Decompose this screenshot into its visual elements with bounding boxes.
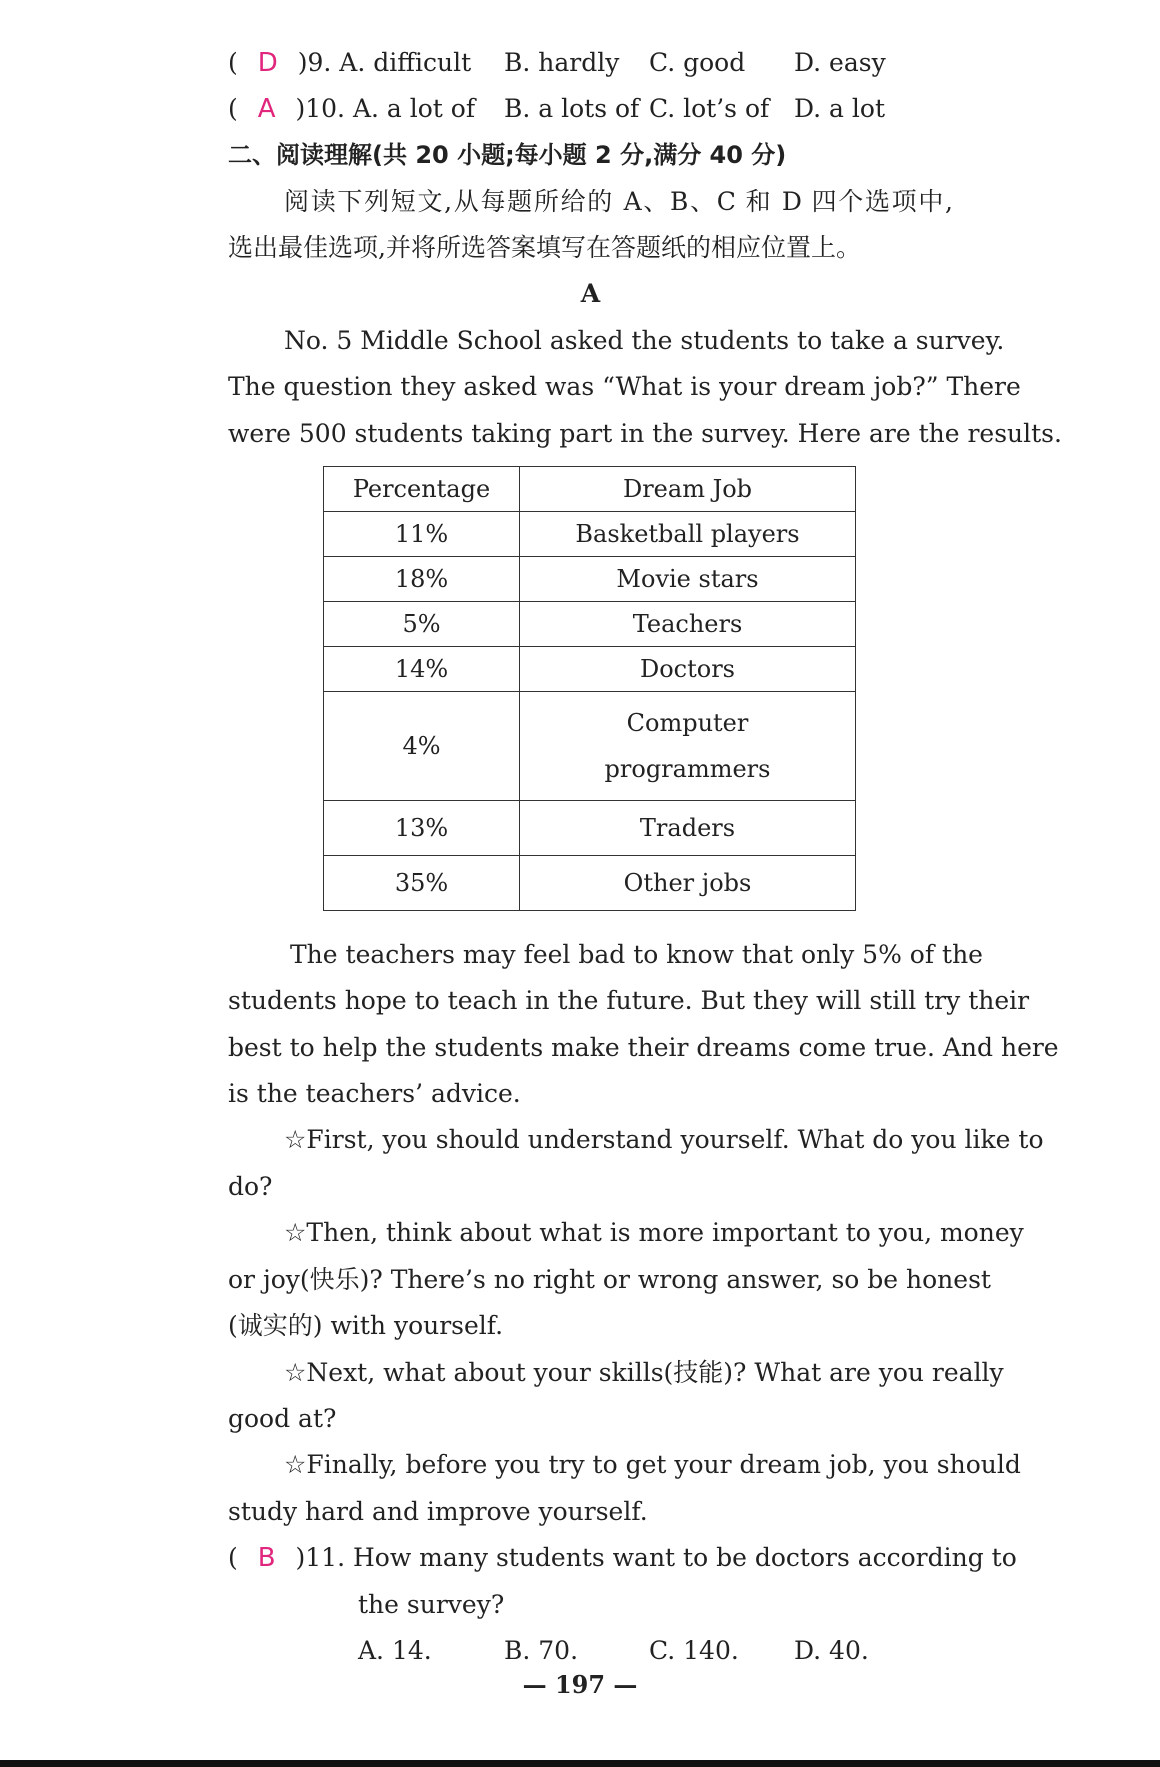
body-line-4: is the teachers’ advice.: [228, 1079, 521, 1108]
job-cell: Basketball players: [520, 512, 856, 557]
job-cell: Traders: [520, 801, 856, 856]
pct-cell: 5%: [324, 602, 520, 647]
advice-4-line-2: study hard and improve yourself.: [228, 1497, 648, 1526]
advice-2-line-2: or joy(快乐)? There’s no right or wrong answer, so be honest: [228, 1265, 991, 1294]
q9-option-a: A. difficult: [339, 48, 472, 77]
instructions-line-1: 阅读下列短文,从每题所给的 A、B、C 和 D 四个选项中,: [284, 187, 953, 216]
q10-option-a: A. a lot of: [352, 94, 476, 123]
advice-1-line-2: do?: [228, 1172, 273, 1201]
advice-3-line-1: ☆Next, what about your skills(技能)? What are you really: [284, 1358, 1004, 1387]
job-cell: Teachers: [520, 602, 856, 647]
job-cell-line-1: Computer: [626, 709, 749, 737]
intro-line-3: were 500 students taking part in the survey. Here are the results.: [228, 419, 1062, 448]
q9-answer: D: [257, 48, 278, 78]
advice-2-line-1: ☆Then, think about what is more important to you, money: [284, 1218, 1024, 1247]
question-11: [228, 1535, 1017, 1581]
table-row: [324, 512, 856, 557]
body-line-3: best to help the students make their dreams come true. And here: [228, 1033, 1059, 1062]
question-9: [228, 40, 471, 86]
table-row: [324, 692, 856, 801]
passage-label: A: [580, 279, 601, 308]
pct-cell: 18%: [324, 557, 520, 602]
body-line-2: students hope to teach in the future. But they will still try their: [228, 986, 1030, 1015]
advice-2-line-3: (诚实的) with yourself.: [228, 1311, 504, 1340]
table-row: [324, 557, 856, 602]
q10-option-c: C. lot’s of: [649, 94, 770, 123]
pct-cell: 35%: [324, 856, 520, 911]
q11-option-b: B. 70.: [504, 1636, 579, 1665]
intro-line-2: The question they asked was “What is your dream job?” There: [228, 372, 1021, 401]
intro-line-1: No. 5 Middle School asked the students to take a survey.: [284, 326, 1005, 355]
header-percentage: Percentage: [324, 467, 520, 512]
q9-option-b: B. hardly: [504, 48, 620, 77]
q11-option-d: D. 40.: [794, 1636, 869, 1665]
table-row: [324, 856, 856, 911]
advice-1-line-1: ☆First, you should understand yourself. What do you like to: [284, 1125, 1044, 1154]
table-row: [324, 647, 856, 692]
q11-option-a: A. 14.: [358, 1636, 432, 1665]
pct-cell: 4%: [324, 692, 520, 801]
pct-cell: 13%: [324, 801, 520, 856]
q10-answer: A: [257, 94, 276, 124]
q11-paren: (: [228, 1543, 238, 1572]
table-row: [324, 801, 856, 856]
q9-option-d: D. easy: [794, 48, 886, 77]
job-cell: [520, 692, 856, 801]
instructions-line-2: 选出最佳选项,并将所选答案填写在答题纸的相应位置上。: [228, 233, 861, 262]
question-10: [228, 86, 475, 132]
job-cell: Movie stars: [520, 557, 856, 602]
pct-cell: 14%: [324, 647, 520, 692]
job-cell: Other jobs: [520, 856, 856, 911]
advice-4-line-1: ☆Finally, before you try to get your dream job, you should: [284, 1450, 1021, 1479]
advice-3-line-2: good at?: [228, 1404, 337, 1433]
pct-cell: 11%: [324, 512, 520, 557]
q10-number: )10.: [295, 94, 345, 123]
q9-number: )9.: [297, 48, 332, 77]
job-cell-line-2: programmers: [604, 755, 771, 783]
q10-option-d: D. a lot: [794, 94, 885, 123]
q9-option-c: C. good: [649, 48, 746, 77]
job-cell: Doctors: [520, 647, 856, 692]
table-header-row: [324, 467, 856, 512]
page-number: — 197 —: [522, 1670, 638, 1699]
q9-paren: (: [228, 48, 238, 77]
q11-answer: B: [257, 1543, 276, 1573]
q11-stem-line-1: )11. How many students want to be doctors according to: [295, 1543, 1017, 1572]
survey-table: [323, 466, 856, 911]
q10-option-b: B. a lots of: [504, 94, 640, 123]
body-line-1: The teachers may feel bad to know that only 5% of the: [290, 940, 983, 969]
footer-bar: [0, 1760, 1160, 1767]
table-row: [324, 602, 856, 647]
header-dream-job: Dream Job: [520, 467, 856, 512]
q10-paren: (: [228, 94, 238, 123]
q11-option-c: C. 140.: [649, 1636, 739, 1665]
q11-stem-line-2: the survey?: [358, 1590, 505, 1619]
section-heading: 二、阅读理解(共 20 小题;每小题 2 分,满分 40 分): [228, 141, 787, 169]
